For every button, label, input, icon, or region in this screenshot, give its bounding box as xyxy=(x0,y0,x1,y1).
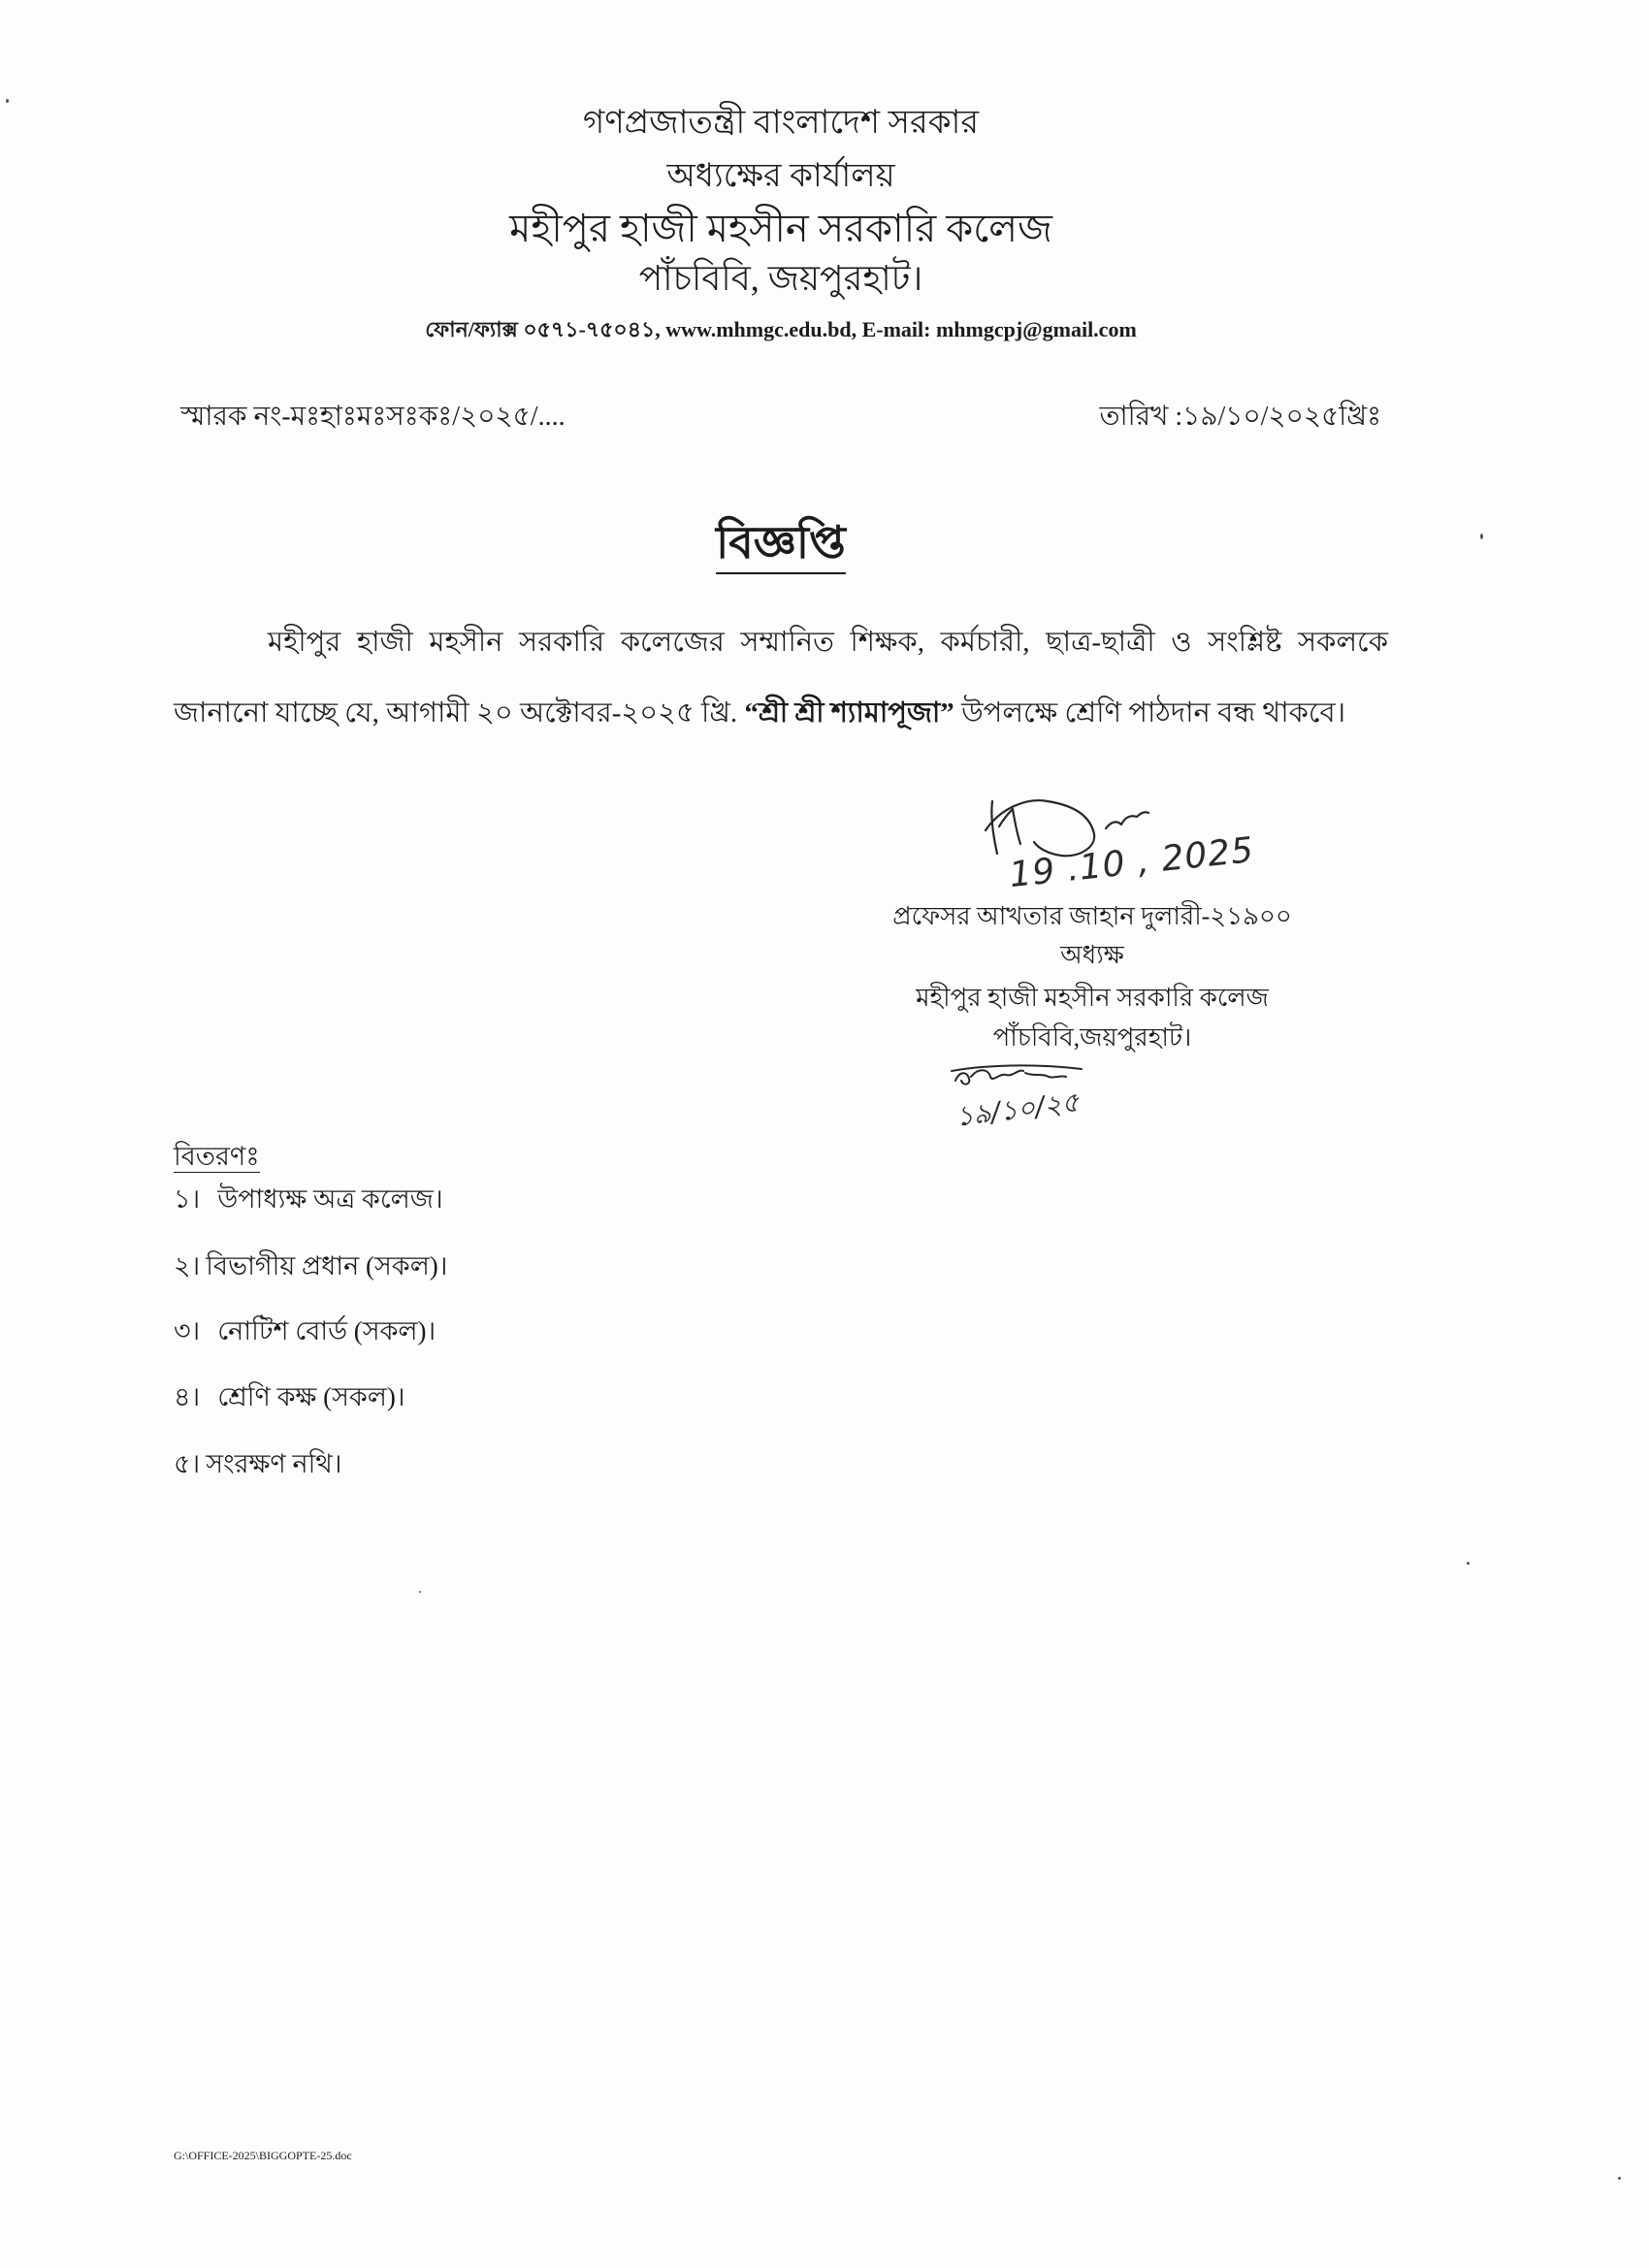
initials-date: ১৯/১০/২৫ xyxy=(954,1085,1082,1133)
distribution-item xyxy=(174,1381,405,1412)
distribution-item xyxy=(174,1250,447,1281)
govt-name: গণপ্রজাতন্ত্রী বাংলাদেশ সরকার xyxy=(582,105,980,141)
college-address: পাঁচবিবি, জয়পুরহাট। xyxy=(638,259,923,298)
distribution-item-text: উপাধ্যক্ষ অত্র কলেজ। xyxy=(217,1184,443,1214)
memo-date: তারিখ :১৯/১০/২০২৫খ্রিঃ xyxy=(1099,402,1381,432)
distribution-item xyxy=(174,1448,341,1479)
memo-number: স্মারক নং-মঃহাঃমঃসঃকঃ/২০২৫/.... xyxy=(180,402,566,432)
scan-speck xyxy=(419,1591,421,1593)
scan-speck xyxy=(6,99,9,103)
file-path-footer: G:\OFFICE-2025\BIGGOPTE-25.doc xyxy=(174,2149,352,2162)
distribution-item-number: ৪। xyxy=(174,1382,201,1411)
scan-speck xyxy=(1480,534,1483,539)
distribution-item xyxy=(174,1183,443,1215)
college-name: মহীপুর হাজী মহসীন সরকারি কলেজ xyxy=(509,207,1052,250)
distribution-heading: বিতরণঃ xyxy=(174,1142,260,1173)
contact-line: ফোন/ফ্যাক্স ০৫৭১-৭৫০৪১, www.mhmgc.edu.bd, E-mail: mhmgcpj@gmail.com xyxy=(425,317,1137,341)
distribution-item-text: বিভাগীয় প্রধান (সকল)। xyxy=(206,1251,448,1280)
distribution-item xyxy=(174,1315,436,1346)
scan-speck xyxy=(1467,1562,1470,1565)
notice-body xyxy=(174,607,1388,749)
notice-title: বিজ্ঞপ্তি xyxy=(716,516,846,574)
office-name: অধ্যক্ষের কার্যালয় xyxy=(666,158,895,194)
distribution-item-text: শ্রেণি কক্ষ (সকল)। xyxy=(217,1382,405,1411)
title-wrapper xyxy=(587,516,975,574)
distribution-item-text: সংরক্ষণ নথি। xyxy=(206,1449,342,1478)
distribution-item-number: ২। xyxy=(174,1251,201,1280)
distribution-item-number: ৩। xyxy=(174,1316,201,1345)
body-text-bold: “শ্রী শ্রী শ্যামাপূজা” xyxy=(744,697,954,729)
distribution-item-number: ১। xyxy=(174,1184,201,1214)
signature-date: 19 .10 , 2025 xyxy=(1007,829,1256,896)
signatory-name: প্রফেসর আখতার জাহান দুলারী-২১৯০০ xyxy=(892,902,1292,930)
signatory-designation: অধ্যক্ষ xyxy=(1060,941,1124,969)
body-text-before: মহীপুর হাজী মহসীন সরকারি কলেজের সম্মানিত শিক্ষক, কর্মচারী, ছাত্র-ছাত্রী ও সংশ্লিষ্ট সকলকে জানানো যাচ্ছে যে, আগামী ২০ অক্টোবর-২০২৫ খ্রি. xyxy=(174,627,1388,729)
body-text-after: উপলক্ষে শ্রেণি পাঠদান বন্ধ থাকবে। xyxy=(954,697,1346,729)
scan-speck xyxy=(1618,2177,1621,2180)
distribution-item-number: ৫। xyxy=(174,1449,201,1478)
signatory-location: পাঁচবিবি,জয়পুরহাট। xyxy=(992,1023,1192,1052)
distribution-item-text: নোটিশ বোর্ড (সকল)। xyxy=(217,1316,436,1345)
signatory-institution: মহীপুর হাজী মহসীন সরকারি কলেজ xyxy=(916,984,1269,1012)
